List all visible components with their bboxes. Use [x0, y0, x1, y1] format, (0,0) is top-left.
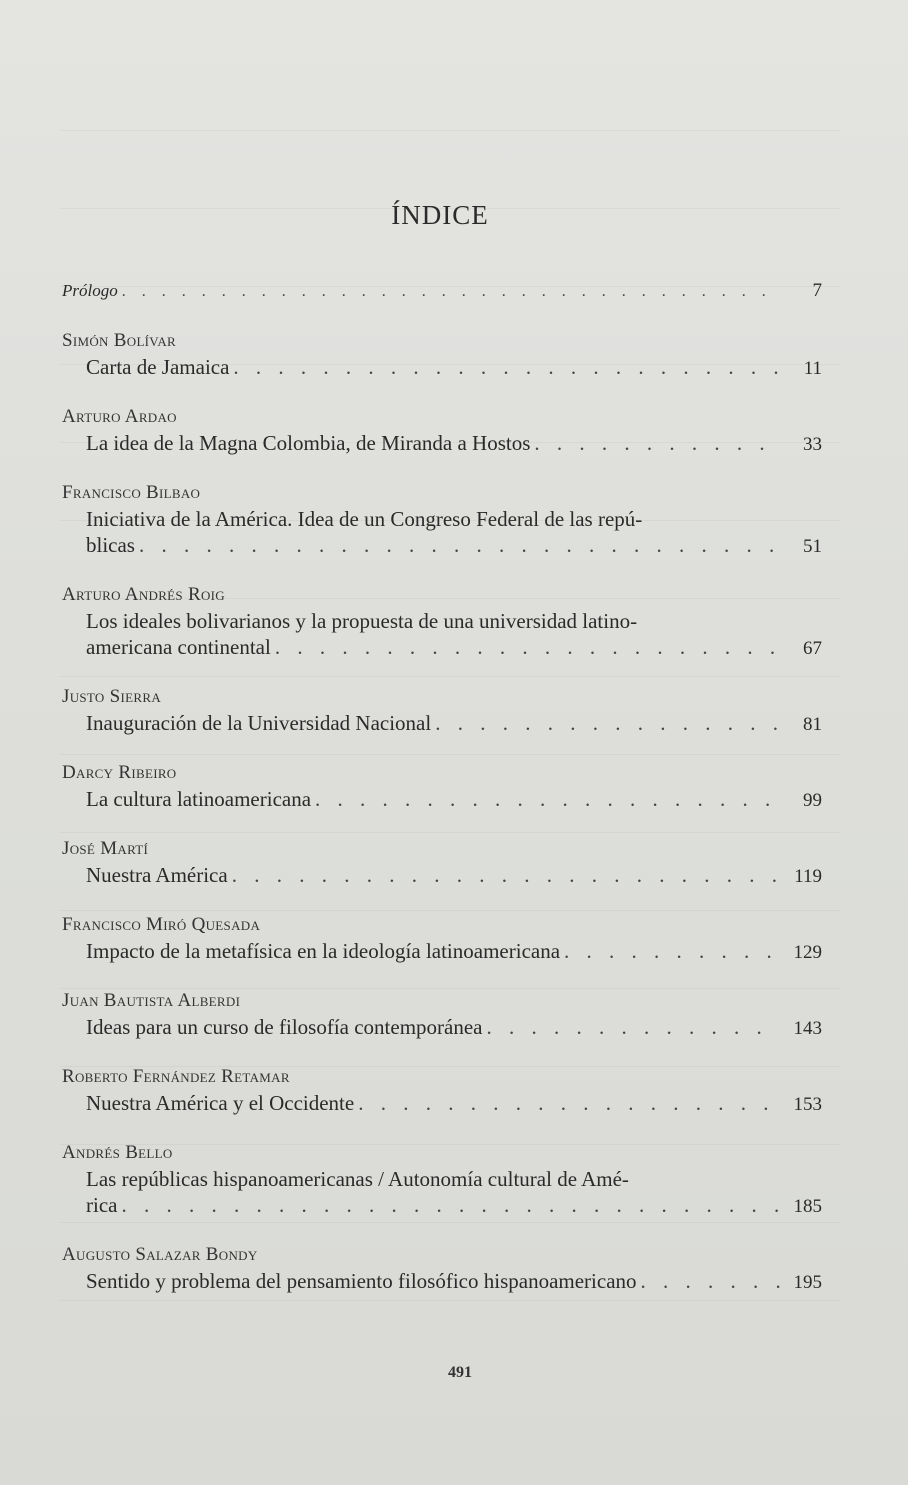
entry-title-line: Iniciativa de la América. Idea de un Congreso Federal de las repú- — [86, 507, 643, 531]
toc-entry — [62, 582, 822, 662]
entry-title-line: Las repúblicas hispanoamericanas / Autonomía cultural de Amé- — [86, 1167, 629, 1191]
entry-author: José Martí — [62, 838, 149, 859]
toc-entry — [62, 760, 822, 814]
entry-page: 67 — [803, 638, 822, 659]
page-number: 491 — [448, 1364, 472, 1381]
leader-dots — [122, 283, 780, 301]
entry-title-line: blicas — [86, 533, 135, 557]
entry-page: 33 — [803, 434, 822, 455]
entry-title-line: Inauguración de la Universidad Nacional — [86, 711, 432, 735]
page-title: ÍNDICE — [391, 200, 489, 230]
entry-title-line: rica — [86, 1193, 118, 1217]
entry-title-line: americana continental — [86, 635, 271, 659]
entry-title-line: Ideas para un curso de filosofía contemporánea — [86, 1015, 483, 1039]
toc-entry — [62, 836, 822, 890]
toc-entry — [62, 988, 822, 1042]
toc-entry — [62, 404, 822, 458]
leader-dots — [487, 1014, 781, 1040]
entry-page: 153 — [793, 1094, 822, 1115]
entry-page: 51 — [803, 536, 822, 557]
toc-entry — [62, 1140, 822, 1220]
entry-page: 185 — [793, 1196, 822, 1217]
entry-author: Francisco Miró Quesada — [62, 914, 261, 935]
entry-work — [86, 862, 822, 890]
entry-page: 195 — [793, 1272, 822, 1293]
entry-author: Augusto Salazar Bondy — [62, 1244, 258, 1265]
leader-dots — [564, 938, 780, 964]
leader-dots — [435, 710, 780, 736]
entry-title-line: La idea de la Magna Colombia, de Miranda a Hostos — [86, 431, 531, 455]
entry-work — [86, 786, 822, 814]
leader-dots — [641, 1268, 780, 1294]
entry-work — [86, 938, 822, 966]
entry-title-line: Carta de Jamaica — [86, 355, 230, 379]
entry-author: Simón Bolívar — [62, 330, 176, 351]
prologue-page: 7 — [812, 280, 822, 301]
entry-title-line: Los ideales bolivarianos y la propuesta de una universidad latino- — [86, 609, 638, 633]
entry-author: Roberto Fernández Retamar — [62, 1066, 290, 1087]
entry-work — [86, 430, 822, 458]
leader-dots — [315, 786, 780, 812]
entry-title-line: La cultura latinoamericana — [86, 787, 312, 811]
entry-page: 119 — [794, 866, 822, 887]
entry-work — [86, 354, 822, 382]
entry-work — [86, 1090, 822, 1118]
entry-author: Justo Sierra — [62, 686, 162, 707]
entry-title-line: Impacto de la metafísica en la ideología latinoamericana — [86, 939, 561, 963]
entry-page: 143 — [793, 1018, 822, 1039]
leader-dots — [232, 862, 780, 888]
toc-entry — [62, 1242, 822, 1296]
entry-author: Francisco Bilbao — [62, 482, 201, 503]
entry-work — [86, 608, 822, 662]
leader-dots — [534, 430, 780, 456]
entry-author: Arturo Ardao — [62, 406, 177, 427]
leader-dots — [233, 354, 780, 380]
entry-page: 129 — [793, 942, 822, 963]
toc-entry — [62, 480, 822, 560]
toc-entry — [62, 684, 822, 738]
entry-title-line: Nuestra América y el Occidente — [86, 1091, 355, 1115]
entry-page: 11 — [803, 358, 822, 379]
entry-author: Andrés Bello — [62, 1142, 173, 1163]
entry-work — [86, 1268, 822, 1296]
leader-dots — [121, 1192, 780, 1218]
entry-work — [86, 1166, 822, 1220]
entry-author: Juan Bautista Alberdi — [62, 990, 241, 1011]
leader-dots — [358, 1090, 780, 1116]
entry-page: 81 — [803, 714, 822, 735]
prologue-label: Prólogo — [62, 281, 118, 300]
toc-entry — [62, 912, 822, 966]
entry-work — [86, 506, 822, 560]
table-of-contents — [62, 280, 822, 1296]
entry-author: Darcy Ribeiro — [62, 762, 177, 783]
entry-page: 99 — [803, 790, 822, 811]
entry-title-line: Sentido y problema del pensamiento filosófico hispanoamericano — [86, 1269, 637, 1293]
toc-entry — [62, 328, 822, 382]
toc-prologue — [62, 280, 822, 302]
leader-dots — [139, 532, 780, 558]
entry-author: Arturo Andrés Roig — [62, 584, 225, 605]
entry-work — [86, 1014, 822, 1042]
entry-work — [86, 710, 822, 738]
toc-entries — [62, 328, 822, 1296]
leader-dots — [275, 634, 780, 660]
entry-title-line: Nuestra América — [86, 863, 228, 887]
toc-entry — [62, 1064, 822, 1118]
